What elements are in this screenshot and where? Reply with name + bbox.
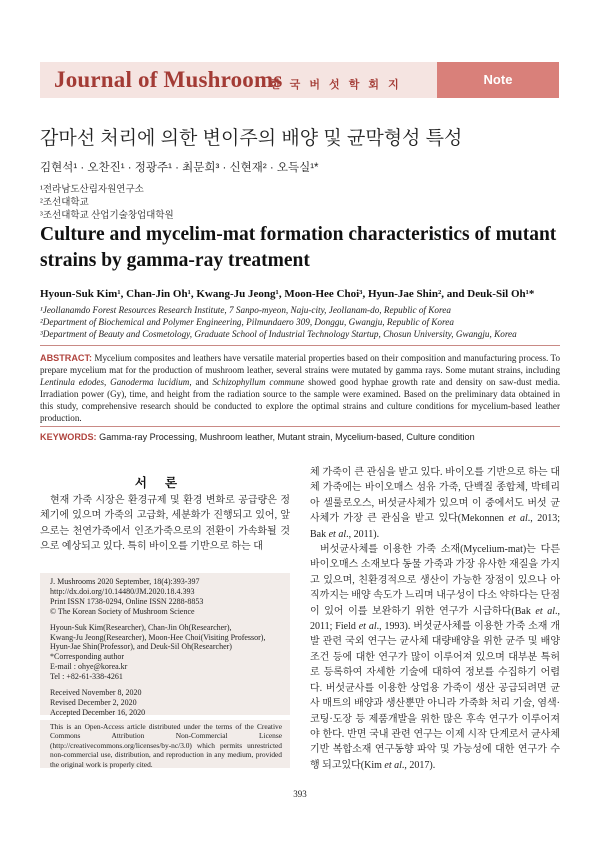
info-line: J. Mushrooms 2020 September, 18(4):393-397 bbox=[50, 577, 200, 586]
text-run: ., 2013; Bak bbox=[310, 513, 560, 540]
text-run: 버섯균사체를 이용한 가죽 소재(Mycelium-mat)는 다른 바이오매스 소재보다 동물 가죽과 가장 유사한 재질을 가지고 있으며, 친환경적으로 생산이 가능한 장점이 있으나 아직까지는 배양 속도가 느리며 내구성이 다소 약하다는 단점이 있어 이를 보완하기 위한 연구가 시급하다(Bak bbox=[310, 544, 560, 617]
keywords bbox=[40, 432, 560, 442]
korean-authors: 김현석¹ · 오찬진¹ · 정광주¹ · 최문희³ · 신현재² · 오득실¹* bbox=[40, 162, 319, 174]
english-authors: Hyoun-Suk Kim¹, Chan-Jin Oh¹, Kwang-Ju Jeong¹, Moon-Hee Choi³, Hyun-Jae Shin², and Deuk-Sil Oh¹* bbox=[40, 288, 535, 300]
text-run: ., 2011). bbox=[346, 528, 380, 540]
open-access-notice: This is an Open-Access article distributed under the terms of the Creative Commons Attribution Non-Commercial License (http://creativecommons.org/licenses/by-nc/3.0) which permits unrestricted non-commercial use, distribution, and reproduction in any medium, provided the original work is properly cited. bbox=[50, 722, 282, 769]
abstract-top-rule bbox=[40, 345, 560, 346]
keywords-label: KEYWORDS: bbox=[40, 432, 97, 442]
left-column-body bbox=[40, 493, 290, 555]
info-line: Revised December 2, 2020 bbox=[50, 697, 137, 707]
info-line: Kwang-Ju Jeong(Researcher), Moon-Hee Choi(Visiting Professor), bbox=[50, 632, 266, 642]
journal-name: Journal of Mushrooms bbox=[54, 67, 283, 92]
et-al: et al bbox=[384, 759, 402, 771]
english-affiliation-1: ¹Jeollanamdo Forest Resources Research Institute, 7 Sanpo-myeon, Naju-city, Jeollanam-do, Republic of Korea bbox=[40, 305, 451, 315]
abstract bbox=[40, 352, 560, 425]
left-paragraph: 현재 가죽 시장은 환경규제 및 환경 변화로 공급량은 정체기에 있으며 가죽의 고급화, 세분화가 진행되고 있어, 앞으로는 천연가죽에서 인조가죽으로의 전환이 가속화될 것으로 예상되고 있다. 특히 바이오를 기반으로 하는 대 bbox=[40, 495, 290, 553]
keywords-text: Gamma-ray Processing, Mushroom leather, Mutant strain, Mycelium-based, Culture condition bbox=[96, 432, 475, 442]
info-line: Accepted December 16, 2020 bbox=[50, 707, 146, 717]
et-al: et al bbox=[535, 605, 555, 617]
species-schizophyllum: Schizophyllum commune bbox=[212, 377, 305, 388]
page-number: 393 bbox=[293, 789, 307, 799]
text-run: ., 2011; Field bbox=[310, 605, 560, 633]
article-info-text bbox=[50, 577, 285, 718]
english-affiliation-3: ³Department of Beauty and Cosmetology, Graduate School of Industrial Technology Startup, Chosun University, Gwangju, Korea bbox=[40, 329, 517, 339]
email-link[interactable]: E-mail : ohye@korea.kr bbox=[50, 662, 128, 672]
text-run: ., 2017). bbox=[401, 759, 436, 771]
text-run: 체 가죽이 큰 관심을 받고 있다. 바이오를 기반으로 하는 대체 가죽에는 바이오매스 섬유 가죽, 단백질 종합체, 박테리아 셀룰로오스, 버섯균사체가 있으며 이 중에서도 버섯 균사체가 가장 큰 관심을 받고 있다(Mekonnen bbox=[310, 467, 560, 525]
info-line: Received November 8, 2020 bbox=[50, 688, 142, 698]
abstract-text-2: showed good hyphae growth rate and density on saw-dust media. Irradiation power (Gy), time, and height from the radiation source to the sample were examined. Based on the preliminary data obtained in this study, comprehensive research should be conducted to explore the optimal strains and culture conditions for mycelium-based leather production. bbox=[40, 377, 561, 424]
species-ganoderma: Ganoderma lucidium bbox=[110, 377, 190, 388]
english-title: Culture and mycelim-mat formation characteristics of mutant strains by gamma-ray treatment bbox=[40, 224, 557, 271]
right-paragraph-1 bbox=[310, 465, 560, 542]
et-al: et al bbox=[328, 528, 347, 540]
et-al: et al bbox=[508, 513, 528, 525]
korean-affiliation-1: ¹전라남도산림자원연구소 bbox=[40, 185, 144, 195]
text-run: ., 1993). 버섯균사체를 이용한 가죽 소재 개발 관련 국외 연구는 균사체 대량배양을 위한 균주 및 배양 조건 등에 대한 연구가 많이 이루어져 있으며 대부분 특허로 등록하여 자세한 기술에 대하여 정보를 수집하기 어렵다. 버섯균사를 이용한 상업용 가죽이 생산 공급되려면 균사 매트의 배양과 생산뿐만 아니라 가죽화 처리 기술, 염색·코팅·도장 등 제품개발을 위한 많은 후속 연구가 이루어져야 한다. 반면 국내 관련 연구는 이제 시작 단계로서 균사체 기반 복합소재 연구동향 파악 및 가능성에 대한 연구가 수행 되고있다(Kim bbox=[310, 621, 560, 771]
journal-korean-name: 한 국 버 섯 학 회 지 bbox=[270, 79, 402, 91]
abstract-sep-2: , and bbox=[189, 377, 213, 388]
right-column-body bbox=[310, 465, 560, 773]
section-heading: 서론 bbox=[134, 476, 196, 490]
doi-link[interactable]: http://dx.doi.org/10.14480/JM.2020.18.4.393 bbox=[50, 586, 195, 596]
abstract-sep-1: , bbox=[104, 377, 111, 388]
et-al: et al bbox=[358, 621, 377, 633]
korean-affiliation-3: ³조선대학교 산업기술창업대학원 bbox=[40, 211, 174, 221]
korean-affiliation-2: ²조선대학교 bbox=[40, 198, 89, 208]
abstract-bottom-rule bbox=[40, 426, 560, 427]
info-line: © The Korean Society of Mushroom Science bbox=[50, 606, 195, 616]
abstract-label: ABSTRACT: bbox=[40, 353, 93, 363]
section-tab-label: Note bbox=[483, 72, 513, 87]
abstract-text-1: Mycelium composites and leathers have versatile material properties based on their composition and manufacturing process. To prepare mycelium mat for the production of mushroom leather, several strains were mutated by gamma rays. Some mutant strains, including bbox=[40, 353, 560, 376]
korean-title: 감마선 처리에 의한 변이주의 배양 및 균막형성 특성 bbox=[40, 128, 463, 149]
right-paragraph-2 bbox=[310, 542, 560, 773]
info-line: *Corresponding author bbox=[50, 652, 124, 662]
info-line: Print ISSN 1738-0294, Online ISSN 2288-8853 bbox=[50, 596, 204, 606]
english-affiliation-2: ²Department of Biochemical and Polymer Engineering, Pilmundaero 309, Donggu, Gwangju, Republic of Korea bbox=[40, 317, 454, 327]
info-line: Tel : +82-61-338-4261 bbox=[50, 672, 123, 682]
species-lentinula: Lentinula edodes bbox=[40, 377, 104, 388]
info-line: Hyun-Jae Shin(Professor), and Deuk-Sil Oh(Researcher) bbox=[50, 642, 232, 652]
info-line: Hyoun-Suk Kim(Researcher), Chan-Jin Oh(Researcher), bbox=[50, 622, 232, 632]
